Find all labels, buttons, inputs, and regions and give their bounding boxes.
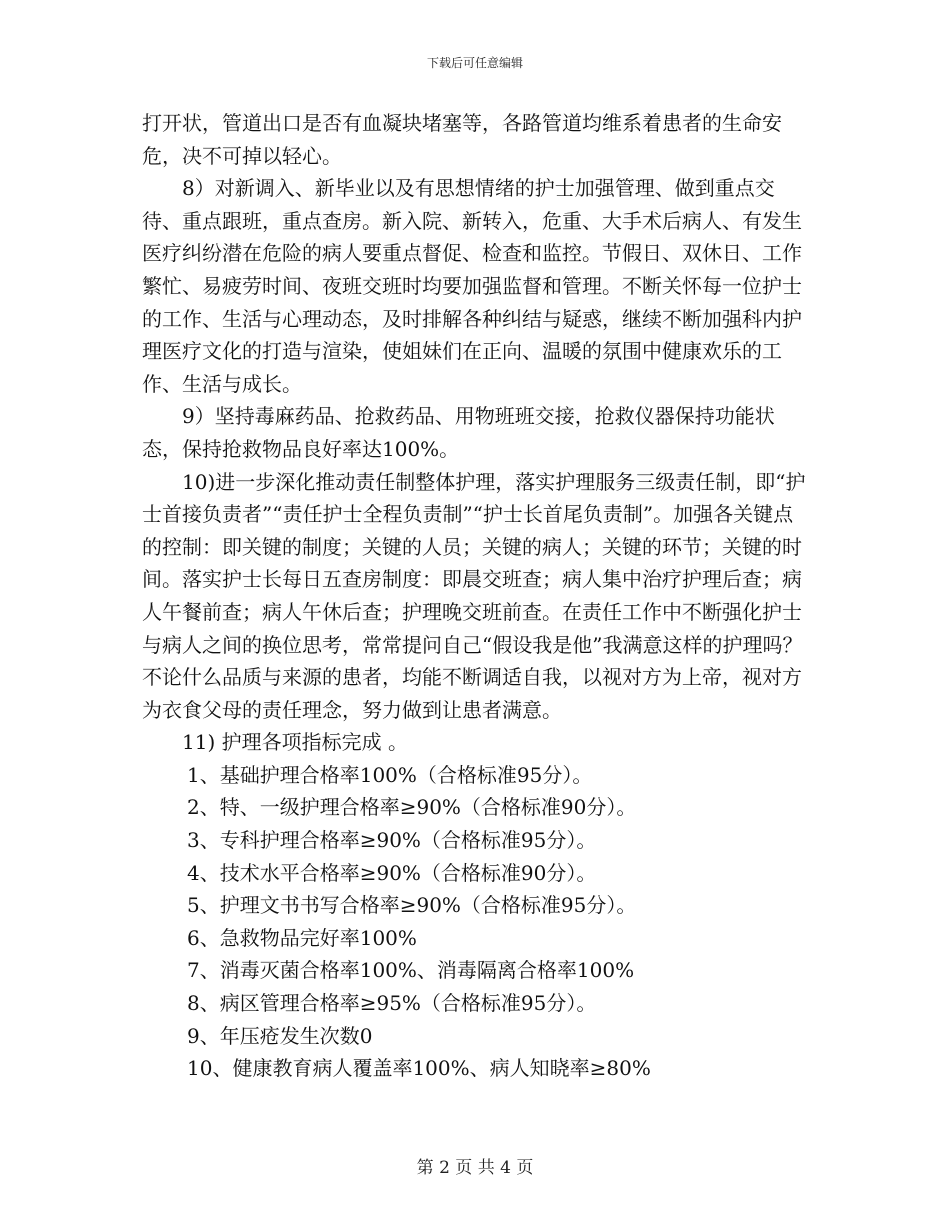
- paragraph-item-11: 11) 护理各项指标完成 。: [182, 730, 408, 755]
- indicator-item-4: 4、技术水平合格率≥90%（合格标准90分）。: [187, 860, 597, 885]
- indicator-item-10: 10、健康教育病人覆盖率100%、病人知晓率≥80%: [187, 1056, 651, 1081]
- indicator-item-5: 5、护理文书书写合格率≥90%（合格标准95分）。: [187, 893, 637, 918]
- indicator-item-7: 7、消毒灭菌合格率100%、消毒隔离合格率100%: [187, 958, 635, 983]
- document-body: [142, 107, 810, 1085]
- indicator-item-8: 8、病区管理合格率≥95%（合格标准95分）。: [187, 991, 597, 1016]
- page-number-footer: 第 2 页 共 4 页: [416, 1158, 534, 1178]
- indicator-item-2: 2、特、一级护理合格率≥90%（合格标准90分）。: [187, 795, 637, 820]
- indicator-item-9: 9、年压疮发生次数0: [187, 1023, 373, 1048]
- indicator-item-1: 1、基础护理合格率100%（合格标准95分）。: [187, 762, 593, 787]
- paragraph-continuation: 打开状，管道出口是否有血凝块堵塞等，各路管道均维系着患者的生命安危，决不可掉以轻心。: [142, 111, 782, 168]
- paragraph-item-8: 8）对新调入、新毕业以及有思想情绪的护士加强管理、做到重点交待、重点跟班，重点查房。新入院、新转入，危重、大手术后病人、有发生医疗纠纷潜在危险的病人要重点督促、检查和监控。节假日、双休日、工作繁忙、易疲劳时间、夜班交班时均要加强监督和管理。不断关怀每一位护士的工作、生活与心理动态，及时排解各种纠结与疑惑，继续不断加强科内护理医疗文化的打造与渲染，使姐妹们在正向、温暖的氛围中健康欢乐的工作、生活与成长。: [142, 176, 802, 396]
- paragraph-item-9: 9）坚持毒麻药品、抢救药品、用物班班交接，抢救仪器保持功能状态，保持抢救物品良好率达100%。: [142, 404, 775, 461]
- paragraph-item-10: 10)进一步深化推动责任制整体护理，落实护理服务三级责任制，即“护士首接负责者”“责任护士全程负责制”“护士长首尾负责制”。加强各关键点的控制：即关键的制度；关键的人员；关键的病人；关键的环节；关键的时间。落实护士长每日五查房制度：即晨交班查；病人集中治疗护理后查；病人午餐前查；病人午休后查；护理晚交班前查。在责任工作中不断强化护士与病人之间的换位思考，常常提问自己“假设我是他”我满意这样的护理吗？不论什么品质与来源的患者，均能不断调适自我，以视对方为上帝，视对方为衣食父母的责任理念，努力做到让患者满意。: [142, 469, 806, 722]
- indicator-item-3: 3、专科护理合格率≥90%（合格标准95分）。: [187, 828, 597, 853]
- page-header-note: 下载后可任意编辑: [426, 56, 523, 70]
- indicator-item-6: 6、急救物品完好率100%: [187, 925, 417, 950]
